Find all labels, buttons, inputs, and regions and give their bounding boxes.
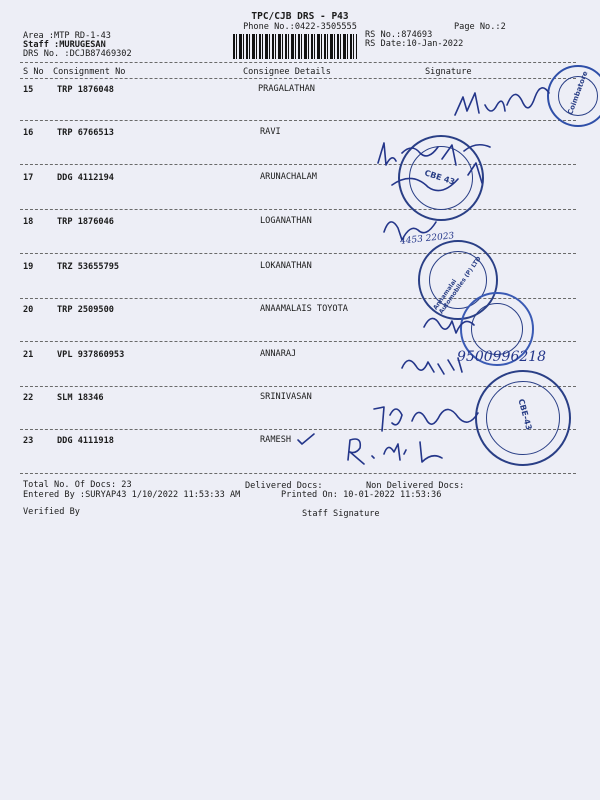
row-divider xyxy=(20,473,576,474)
handwritten-signature xyxy=(445,75,565,125)
row-divider xyxy=(20,209,576,210)
row-consignment: TRP 1876048 xyxy=(57,85,114,95)
row-consignment: TRP 2509500 xyxy=(57,305,114,315)
rs-number: RS No.:874693 xyxy=(365,30,433,40)
row-consignee: RAVI xyxy=(260,127,281,137)
row-sno: 19 xyxy=(23,262,34,272)
drs-number: DRS No. :DCJB87469302 xyxy=(23,49,132,59)
handwritten-phone: 9500996218 xyxy=(457,349,547,365)
row-consignment: SLM 18346 xyxy=(57,393,104,403)
col-signature: Signature xyxy=(425,67,472,77)
document-title: TPC/CJB DRS - P43 xyxy=(251,11,349,22)
col-sno: S No xyxy=(23,67,44,77)
row-consignment: DDG 4112194 xyxy=(57,173,114,183)
handwritten-signature xyxy=(372,135,507,195)
row-sno: 16 xyxy=(23,128,34,138)
row-consignment: TRP 1876046 xyxy=(57,217,114,227)
non-delivered-docs: Non Delivered Docs: xyxy=(366,481,465,491)
handwritten-signature xyxy=(420,305,480,340)
row-consignment: DDG 4111918 xyxy=(57,436,114,446)
printed-on: Printed On: 10-01-2022 11:53:36 xyxy=(281,490,442,500)
row-sno: 20 xyxy=(23,305,34,315)
total-docs: Total No. Of Docs: 23 xyxy=(23,480,132,490)
row-consignment: TRP 6766513 xyxy=(57,128,114,138)
staff-signature-label: Staff Signature xyxy=(302,509,380,519)
row-consignee: ANAAMALAIS TOYOTA xyxy=(260,304,348,314)
page-number: Page No.:2 xyxy=(454,22,506,32)
header-rule-top xyxy=(20,62,576,63)
row-consignee: ANNARAJ xyxy=(260,349,297,359)
check-mark xyxy=(296,432,316,446)
row-sno: 15 xyxy=(23,85,34,95)
row-sno: 22 xyxy=(23,393,34,403)
row-consignee: RAMESH xyxy=(260,435,292,445)
verified-by: Verified By xyxy=(23,507,80,517)
staff-label: Staff :MURUGESAN xyxy=(23,40,106,50)
row-consignment: VPL 937860953 xyxy=(57,350,125,360)
row-consignee: LOGANATHAN xyxy=(260,216,312,226)
entered-by: Entered By :SURYAP43 1/10/2022 11:53:33 AM xyxy=(23,490,241,500)
barcode xyxy=(233,34,357,59)
row-consignee: ARUNACHALAM xyxy=(260,172,317,182)
area-label: Area :MTP RD-1-43 xyxy=(23,31,111,41)
row-divider xyxy=(20,253,576,254)
handwritten-signature xyxy=(340,430,460,470)
row-sno: 23 xyxy=(23,436,34,446)
delivered-docs: Delivered Docs: xyxy=(245,481,323,491)
row-sno: 17 xyxy=(23,173,34,183)
row-consignee: PRAGALATHAN xyxy=(258,84,315,94)
row-sno: 21 xyxy=(23,350,34,360)
company-stamp: Coimbatore xyxy=(547,65,600,127)
col-consignee: Consignee Details xyxy=(243,67,331,77)
row-sno: 18 xyxy=(23,217,34,227)
company-stamp: CBE 43 xyxy=(398,135,484,221)
row-consignment: TRZ 53655795 xyxy=(57,262,120,272)
company-stamp: Annamalai Automobiles (P) LTD xyxy=(418,240,498,320)
handwritten-phone: 4453 22023 xyxy=(399,231,455,247)
phone-number: Phone No.:0422-3505555 xyxy=(243,22,357,32)
col-consignment: Consignment No xyxy=(53,67,126,77)
rs-date: RS Date:10-Jan-2022 xyxy=(365,39,464,49)
company-stamp: CBE-43 xyxy=(475,370,571,466)
row-consignee: SRINIVASAN xyxy=(260,392,312,402)
row-consignee: LOKANATHAN xyxy=(260,261,312,271)
